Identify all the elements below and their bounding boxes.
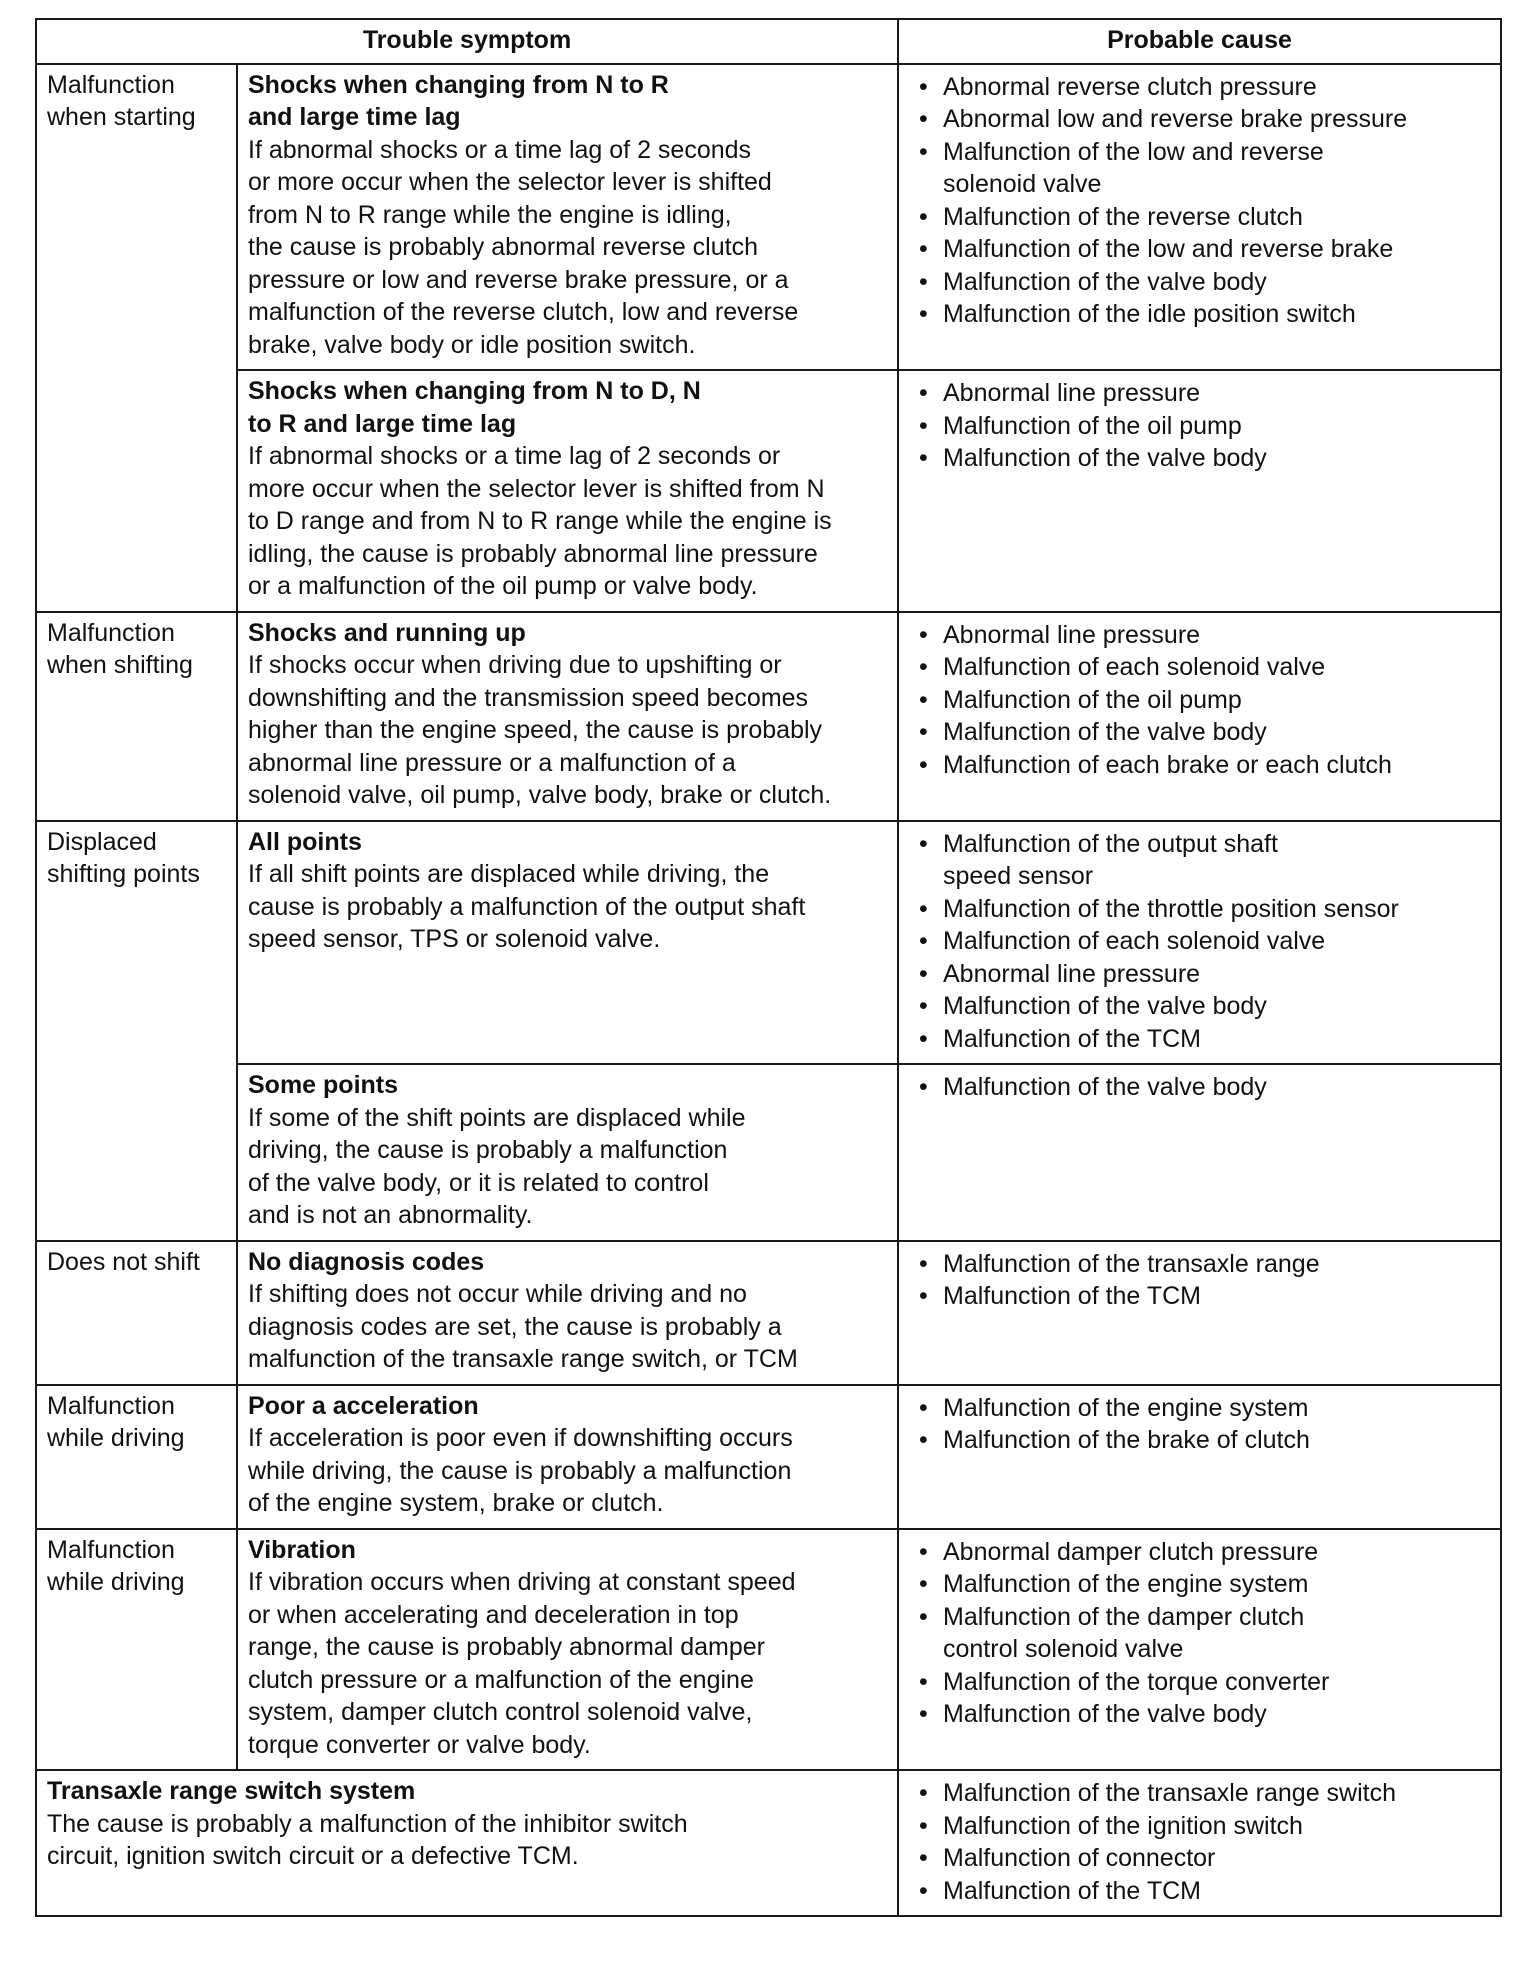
probable-cause-item: • Malfunction of the damper clutch control solenoid valve: [909, 1601, 1490, 1666]
probable-cause-item: • Abnormal line pressure: [909, 377, 1490, 410]
probable-cause-cell: [898, 1770, 1501, 1916]
probable-cause-item: • Malfunction of the ignition switch: [909, 1810, 1490, 1843]
probable-cause-item: • Malfunction of connector: [909, 1842, 1490, 1875]
probable-cause-item: • Malfunction of the low and reverse brake: [909, 233, 1490, 266]
symptom-description: If some of the shift points are displaced while driving, the cause is probably a malfunction of the valve body, or it is related to control and is not an abnormality.: [248, 1103, 746, 1229]
symptom-title: Shocks and running up: [248, 618, 526, 647]
symptom-title: All points: [248, 827, 362, 856]
probable-cause-cell: [898, 1385, 1501, 1529]
probable-cause-cell: [898, 821, 1501, 1065]
probable-cause-item: • Abnormal line pressure: [909, 619, 1490, 652]
probable-cause-item: • Abnormal damper clutch pressure: [909, 1536, 1490, 1569]
symptom-row: [36, 1385, 1501, 1529]
probable-cause-item: • Malfunction of the engine system: [909, 1568, 1490, 1601]
symptom-description: If acceleration is poor even if downshifting occurs while driving, the cause is probably a malfunction of the engine system, brake or clutch.: [248, 1424, 793, 1517]
troubleshooting-table: [35, 18, 1502, 1917]
symptom-cell: [237, 612, 898, 821]
probable-cause-item: • Malfunction of the throttle position sensor: [909, 893, 1490, 926]
probable-cause-list: [909, 1775, 1490, 1907]
probable-cause-list: [909, 69, 1490, 331]
probable-cause-item: • Malfunction of the oil pump: [909, 684, 1490, 717]
symptom-title: Shocks when changing from N to R and large time lag: [248, 70, 669, 131]
symptom-title: Vibration: [248, 1535, 356, 1564]
header-row: [36, 19, 1501, 64]
probable-cause-item: • Malfunction of the transaxle range switch: [909, 1777, 1490, 1810]
probable-cause-list: [909, 1534, 1490, 1731]
probable-cause-list: [909, 1246, 1490, 1313]
symptom-title: Some points: [248, 1071, 399, 1099]
symptom-row: [36, 1529, 1501, 1771]
probable-cause-header: Probable cause: [898, 19, 1501, 64]
symptom-category: Malfunction while driving: [36, 1385, 237, 1529]
probable-cause-item: • Malfunction of the valve body: [909, 1698, 1490, 1731]
probable-cause-item: • Malfunction of the idle position switch: [909, 298, 1490, 331]
probable-cause-item: • Malfunction of the output shaft speed sensor: [909, 828, 1490, 893]
symptom-cell: [36, 1770, 898, 1916]
probable-cause-item: • Malfunction of each solenoid valve: [909, 651, 1490, 684]
probable-cause-cell: [898, 1241, 1501, 1385]
symptom-title: No diagnosis codes: [248, 1247, 485, 1276]
symptom-cell: [237, 370, 898, 612]
probable-cause-item: • Malfunction of the valve body: [909, 266, 1490, 299]
probable-cause-item: • Malfunction of the valve body: [909, 1071, 1490, 1104]
probable-cause-item: • Malfunction of the brake of clutch: [909, 1424, 1490, 1457]
probable-cause-item: • Abnormal reverse clutch pressure: [909, 71, 1490, 104]
probable-cause-list: [909, 1069, 1490, 1104]
symptom-cell: [237, 1529, 898, 1771]
symptom-cell: [237, 64, 898, 371]
symptom-category: Malfunction while driving: [36, 1529, 237, 1771]
probable-cause-cell: [898, 1529, 1501, 1771]
symptom-description: If vibration occurs when driving at constant speed or when accelerating and deceleration in top range, the cause is probably abnormal damper clutch pressure or a malfunction of the engine system, damper clutch control solenoid valve, torque converter or valve body.: [248, 1568, 796, 1759]
probable-cause-item: • Malfunction of each brake or each clutch: [909, 749, 1490, 782]
symptom-row: [36, 64, 1501, 371]
probable-cause-item: • Malfunction of the engine system: [909, 1392, 1490, 1425]
table-body: [36, 64, 1501, 1917]
symptom-title: Transaxle range switch system: [47, 1777, 416, 1805]
probable-cause-list: [909, 375, 1490, 475]
probable-cause-cell: [898, 612, 1501, 821]
symptom-description: If shifting does not occur while driving and no diagnosis codes are set, the cause is probably a malfunction of the transaxle range switch, or TCM: [248, 1280, 798, 1373]
symptom-description: If shocks occur when driving due to upshifting or downshifting and the transmission speed becomes higher than the engine speed, the cause is probably abnormal line pressure or a malfunction of a solenoid valve, oil pump, valve body, brake or clutch.: [248, 651, 832, 809]
symptom-category: Does not shift: [36, 1241, 237, 1385]
symptom-row: [36, 821, 1501, 1065]
symptom-row: [36, 612, 1501, 821]
symptom-category: Malfunction when shifting: [36, 612, 237, 821]
symptom-cell: [237, 1064, 898, 1241]
probable-cause-list: [909, 826, 1490, 1056]
probable-cause-item: • Malfunction of the TCM: [909, 1875, 1490, 1908]
probable-cause-item: • Abnormal low and reverse brake pressure: [909, 103, 1490, 136]
symptom-description: The cause is probably a malfunction of the inhibitor switch circuit, ignition switch circuit or a defective TCM.: [47, 1809, 688, 1870]
probable-cause-item: • Malfunction of the oil pump: [909, 410, 1490, 443]
probable-cause-item: • Malfunction of the transaxle range: [909, 1248, 1490, 1281]
probable-cause-cell: [898, 370, 1501, 612]
probable-cause-item: • Malfunction of each solenoid valve: [909, 925, 1490, 958]
symptom-row: [36, 1064, 1501, 1241]
symptom-cell: [237, 1241, 898, 1385]
symptom-row: [36, 1241, 1501, 1385]
symptom-title: Poor a acceleration: [248, 1391, 479, 1420]
probable-cause-list: [909, 617, 1490, 782]
symptom-cell: [237, 821, 898, 1065]
probable-cause-cell: [898, 64, 1501, 371]
probable-cause-item: • Malfunction of the TCM: [909, 1280, 1490, 1313]
probable-cause-item: • Malfunction of the valve body: [909, 716, 1490, 749]
trouble-symptom-header: Trouble symptom: [36, 19, 898, 64]
probable-cause-item: • Malfunction of the valve body: [909, 990, 1490, 1023]
symptom-row: [36, 1770, 1501, 1916]
symptom-description: If abnormal shocks or a time lag of 2 seconds or more occur when the selector lever is shifted from N to D range and from N to R range while the engine is idling, the cause is probably abnormal line pressure or a malfunction of the oil pump or valve body.: [248, 442, 832, 600]
symptom-category: Malfunction when starting: [36, 64, 237, 612]
probable-cause-item: • Abnormal line pressure: [909, 958, 1490, 991]
symptom-category: Displaced shifting points: [36, 821, 237, 1241]
probable-cause-item: • Malfunction of the low and reverse solenoid valve: [909, 136, 1490, 201]
symptom-row: [36, 370, 1501, 612]
probable-cause-item: • Malfunction of the valve body: [909, 442, 1490, 475]
symptom-description: If abnormal shocks or a time lag of 2 seconds or more occur when the selector lever is shifted from N to R range while the engine is idling, the cause is probably abnormal reverse clutch pressure or low and reverse brake pressure, or a malfunction of the reverse clutch, low and reverse brake, valve body or idle position switch.: [248, 135, 799, 359]
probable-cause-cell: [898, 1064, 1501, 1241]
probable-cause-item: • Malfunction of the TCM: [909, 1023, 1490, 1056]
symptom-cell: [237, 1385, 898, 1529]
symptom-description: If all shift points are displaced while driving, the cause is probably a malfunction of the output shaft speed sensor, TPS or solenoid valve.: [248, 860, 806, 953]
symptom-title: Shocks when changing from N to D, N to R and large time lag: [248, 377, 701, 438]
probable-cause-list: [909, 1390, 1490, 1457]
probable-cause-item: • Malfunction of the reverse clutch: [909, 201, 1490, 234]
probable-cause-item: • Malfunction of the torque converter: [909, 1666, 1490, 1699]
